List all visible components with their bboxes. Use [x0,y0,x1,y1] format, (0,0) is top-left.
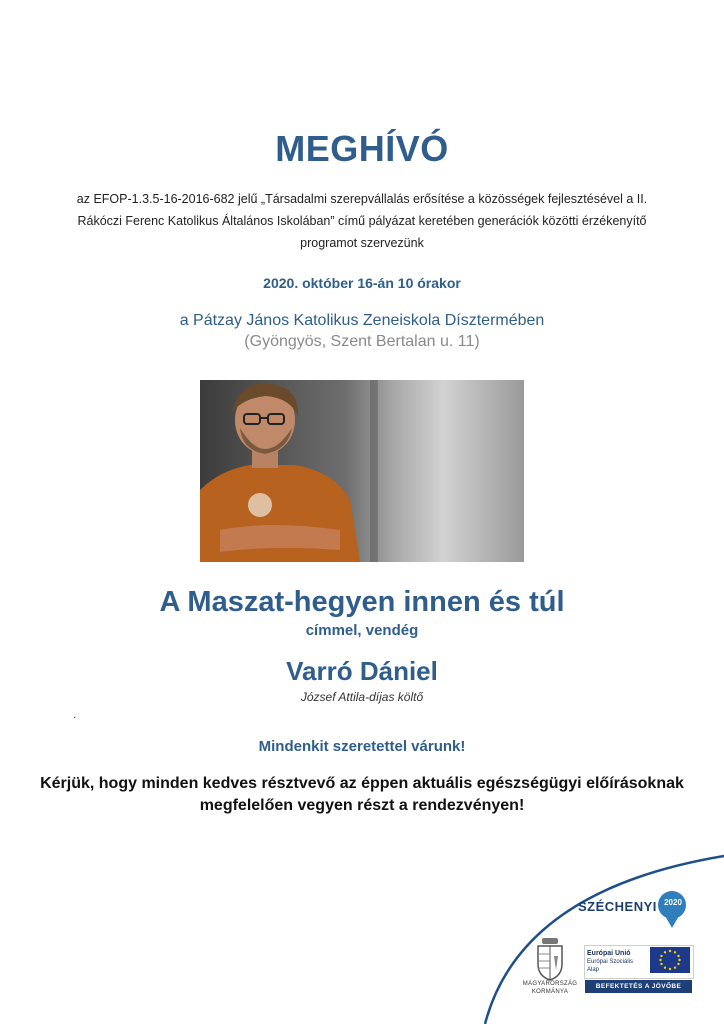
szechenyi-badge: 2020 [664,898,682,907]
eu-label: Európai Unió [587,950,631,957]
invest-banner: BEFEKTETÉS A JÖVŐBE [585,980,692,993]
health-notice: Kérjük, hogy minden kedves résztvevő az éppen aktuális egészségügyi előírásoknak megfelelően vegyen részt a rendezvényen! [40,775,684,814]
event-title: A Maszat-hegyen innen és túl [159,586,565,618]
event-subtitle: címmel, vendég [305,622,419,639]
welcome-text: Mindenkit szeretettel várunk! [258,738,466,755]
page-title: MEGHÍVÓ [275,128,449,169]
funding-logo-area [480,850,724,1024]
guest-role: József Attila-díjas költő [300,690,424,704]
stray-mark: . [73,707,77,721]
guest-name: Varró Dániel [286,656,438,686]
szechenyi-label: SZÉCHENYI [578,899,657,914]
government-label: MAGYARORSZÁG KORMÁNYA [522,981,578,995]
location-pin-icon [658,891,686,928]
guest-photo [200,380,524,562]
eu-flag-icon [650,947,690,973]
esf-label: Európai Szociális [587,959,634,965]
coat-of-arms-icon [530,936,570,982]
event-venue: a Pátzay János Katolikus Zeneiskola Dísztermében [179,312,545,329]
esf-label-2: Alap [587,967,600,973]
event-address: (Gyöngyös, Szent Bertalan u. 11) [244,333,480,350]
event-date: 2020. október 16-án 10 órakor [263,275,461,291]
intro-paragraph: az EFOP-1.3.5-16-2016-682 jelű „Társadalmi szerepvállalás erősítése a közösségek fejlesztésével a II. Rákóczi Ferenc Katolikus Általános Iskolában” című pályázat keretében generációk közötti érzékenyítő programot szervezünk [76,192,648,250]
